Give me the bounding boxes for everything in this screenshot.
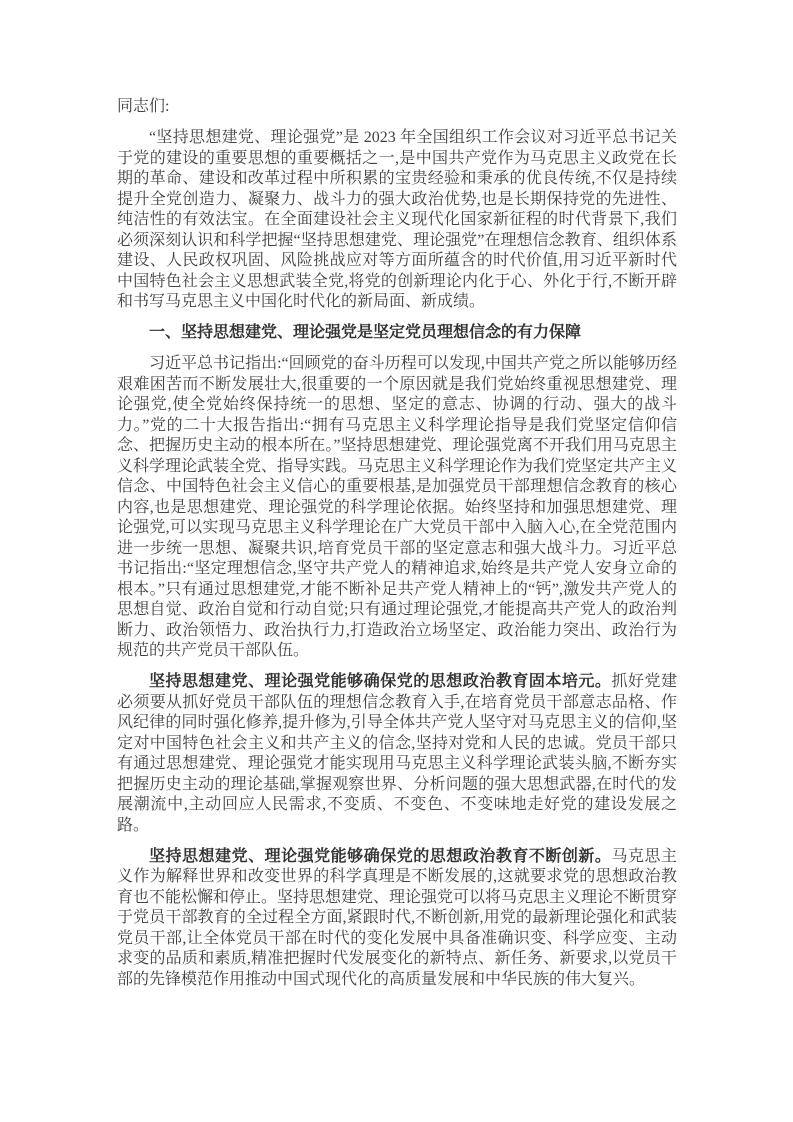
body-paragraph-2: [117, 672, 677, 836]
paragraph-2-bold-lead: 坚持思想建党、理论强党能够确保党的思想政治教育固本培元。: [149, 673, 612, 690]
paragraph-2-text: 抓好党建必须要从抓好党员干部队伍的理想信念教育入手,在培育党员干部意志品格、作风纪律的同时强化修养,提升修为,引导全体共产党人坚守对马克思主义的信仰,坚定对中国特色社会主义和共产主义的信念,坚持对党和人民的忠诚。党员干部只有通过思想建党、理论强党才能实现用马克思主义科学理论武装头脑,不断夯实把握历史主动的理论基础,掌握观察世界、分析问题的强大思想武器,在时代的发展潮流中,主动回应人民需求,不变质、不变色、不变味地走好党的建设发展之路。: [117, 673, 677, 834]
paragraph-3-bold-lead: 坚持思想建党、理论强党能够确保党的思想政治教育不断创新。: [149, 847, 612, 865]
salutation: 同志们:: [117, 98, 170, 115]
body-paragraph-3: [117, 847, 677, 991]
intro-paragraph: “坚持思想建党、理论强党”是 2023 年全国组织工作会议对习近平总书记关于党的建设的重要思想的重要概括之一,是中国共产党作为马克思主义政党在长期的革命、建设和改革过程中所积累的宝贵经验和秉承的优良传统,不仅是持续提升全党创造力、凝聚力、战斗力的强大政治优势,也是长期保持党的先进性、纯洁性的有效法宝。在全面建设社会主义现代化国家新征程的时代背景下,我们必须深刻认识和科学把握“坚持思想建党、理论强党”在理想信念教育、组织体系建设、人民政权巩固、风险挑战应对等方面所蕴含的时代价值,用习近平新时代中国特色社会主义思想武装全党,将党的创新理论内化于心、外化于行,不断开辟和书写马克思主义中国化时代化的新局面、新成绩。: [117, 129, 677, 310]
section-heading-1: 一、坚持思想建党、理论强党是坚定党员理想信念的有力保障: [149, 324, 582, 341]
body-paragraph-1: 习近平总书记指出:“回顾党的奋斗历程可以发现,中国共产党之所以能够历经艰难困苦而不断发展壮大,很重要的一个原因就是我们党始终重视思想建党、理论强党,使全党始终保持统一的思想、坚定的意志、协调的行动、强大的战斗力。”党的二十大报告指出:“拥有马克思主义科学理论指导是我们党坚定信仰信念、把握历史主动的根本所在。”坚持思想建党、理论强党离不开我们用马克思主义科学理论武装全党、指导实践。马克思主义科学理论作为我们党坚定共产主义信念、中国特色社会主义信心的重要根基,是加强党员干部理想信念教育的核心内容,也是思想建党、理论强党的科学理论依据。始终坚持和加强思想建党、理论强党,可以实现马克思主义科学理论在广大党员干部中入脑入心,在全党范围内进一步统一思想、凝聚共识,培育党员干部的坚定意志和强大战斗力。习近平总书记指出:“坚定理想信念,坚守共产党人的精神追求,始终是共产党人安身立命的根本。”只有通过思想建党,才能不断补足共产党人精神上的“钙”,激发共产党人的思想自觉、政治自觉和行动自觉;只有通过理论强党,才能提高共产党人的政治判断力、政治领悟力、政治执行力,打造政治立场坚定、政治能力突出、政治行为规范的共产党员干部队伍。: [117, 355, 678, 659]
paragraph-3-text: 马克思主义作为解释世界和改变世界的科学真理是不断发展的,这就要求党的思想政治教育也不能松懈和停止。坚持思想建党、理论强党可以将马克思主义理论不断贯穿于党员干部教育的全过程全方面,紧跟时代,不断创新,用党的最新理论强化和武装党员干部,让全体党员干部在时代的变化发展中具备准确识变、科学应变、主动求变的品质和素质,精准把握时代发展变化的新特点、新任务、新要求,以党员干部的先锋模范作用推动中国式现代化的高质量发展和中华民族的伟大复兴。: [117, 847, 678, 988]
